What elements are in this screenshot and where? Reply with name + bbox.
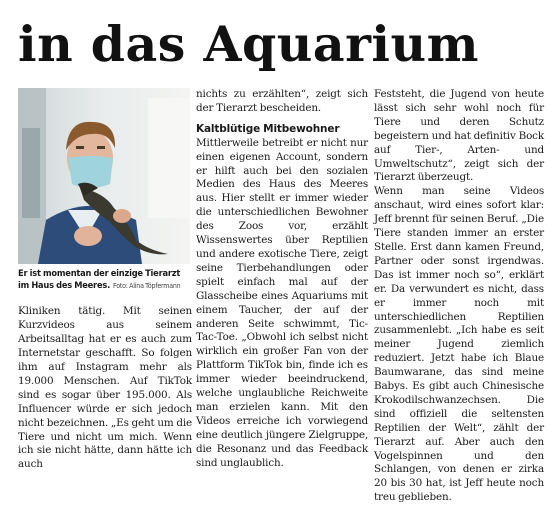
paragraph: Wenn man seine Videos anschaut, wird eines sofort klar: Jeff brennt für seinen Beruf. „Die Tiere standen immer an erster Stelle. Erst dann kamen Freund, Partner oder sonst irgendwas. Das ist immer noch so“, erklärt er. Da verwundert es nicht, dass er immer noch mit unterschiedlichen Reptilien zusammenlebt. „Ich habe es seit meiner Jugend ziemlich reduziert. Jetzt habe ich Blaue Baumwarane, das sind meine Babys. Es gibt auch Chinesische Krokodilschwanzechsen. Die sind offiziell die seltensten Reptilien der Welt“, zählt der Tierarzt auf. Aber auch den Vogelspinnen und den Schlangen, von denen er zirka 20 bis 30 hat, ist Jeff heute noch treu geblieben. [374,185,544,504]
paragraph: Kliniken tätig. Mit seinen Kurzvideos aus seinem Arbeitsalltag hat er es auch zum Internetstar geschafft. So folgen ihm auf Instagram mehr als 19.000 Menschen. Auf TikTok sind es sogar über 195.000. Als Influencer würde er sich jedoch nicht bezeichnen. „Es geht um die Tiere und nicht um mich. Wenn ich sie nicht hätte, dann hätte ich auch [18,305,192,471]
vet-with-lizard-photo [18,88,190,264]
column-1 [18,88,192,472]
paragraph: Mittlerweile betreibt er nicht nur einen eigenen Account, sondern er hilft auch bei den sozialen Medien des Haus des Meeres aus. Hier stellt er immer wieder die unterschiedlichen Bewohner des Zoos vor, erzählt Wissenswertes über Reptilien und andere exotische Tiere, zeigt seine Tierbehandlungen oder spielt einfach mal auf der Glasscheibe eines Aquariums mit einem Taucher, der auf der anderen Seite schwimmt, Tic-Tac-Toe. „Obwohl ich selbst nicht wirklich ein großer Fan von der Plattform TikTok bin, finde ich es immer wieder beeindruckend, welche unglaubliche Reichweite man erzielen kann. Mit den Videos erreiche ich vorwiegend eine deutlich jüngere Zielgruppe, die Resonanz und das Feedback sind unglaublich. [196,136,368,469]
photo-caption [18,268,192,292]
photo-credit: Foto: Alina Töpfermann [113,282,181,291]
column-3 [374,88,544,505]
photo-block [18,88,192,292]
caption-text-line1: Er ist momentan der einzige Tierarzt [18,268,181,279]
caption-text-line2: im Haus des Meeres. [18,280,111,292]
paragraph: Feststeht, die Jugend von heute lässt sich sehr wohl noch für Tiere und deren Schutz begeistern und hat definitiv Bock auf Tier-, Arten- und Umweltschutz“, zeigt sich der Tierarzt überzeugt. [374,88,544,184]
article-headline: in das Aquarium [18,15,480,73]
column-2 [196,88,368,470]
paragraph: nichts zu erzählten“, zeigt sich der Tierarzt bescheiden. [196,88,368,114]
subheading: Kaltblütige Mitbewohner [196,122,340,135]
